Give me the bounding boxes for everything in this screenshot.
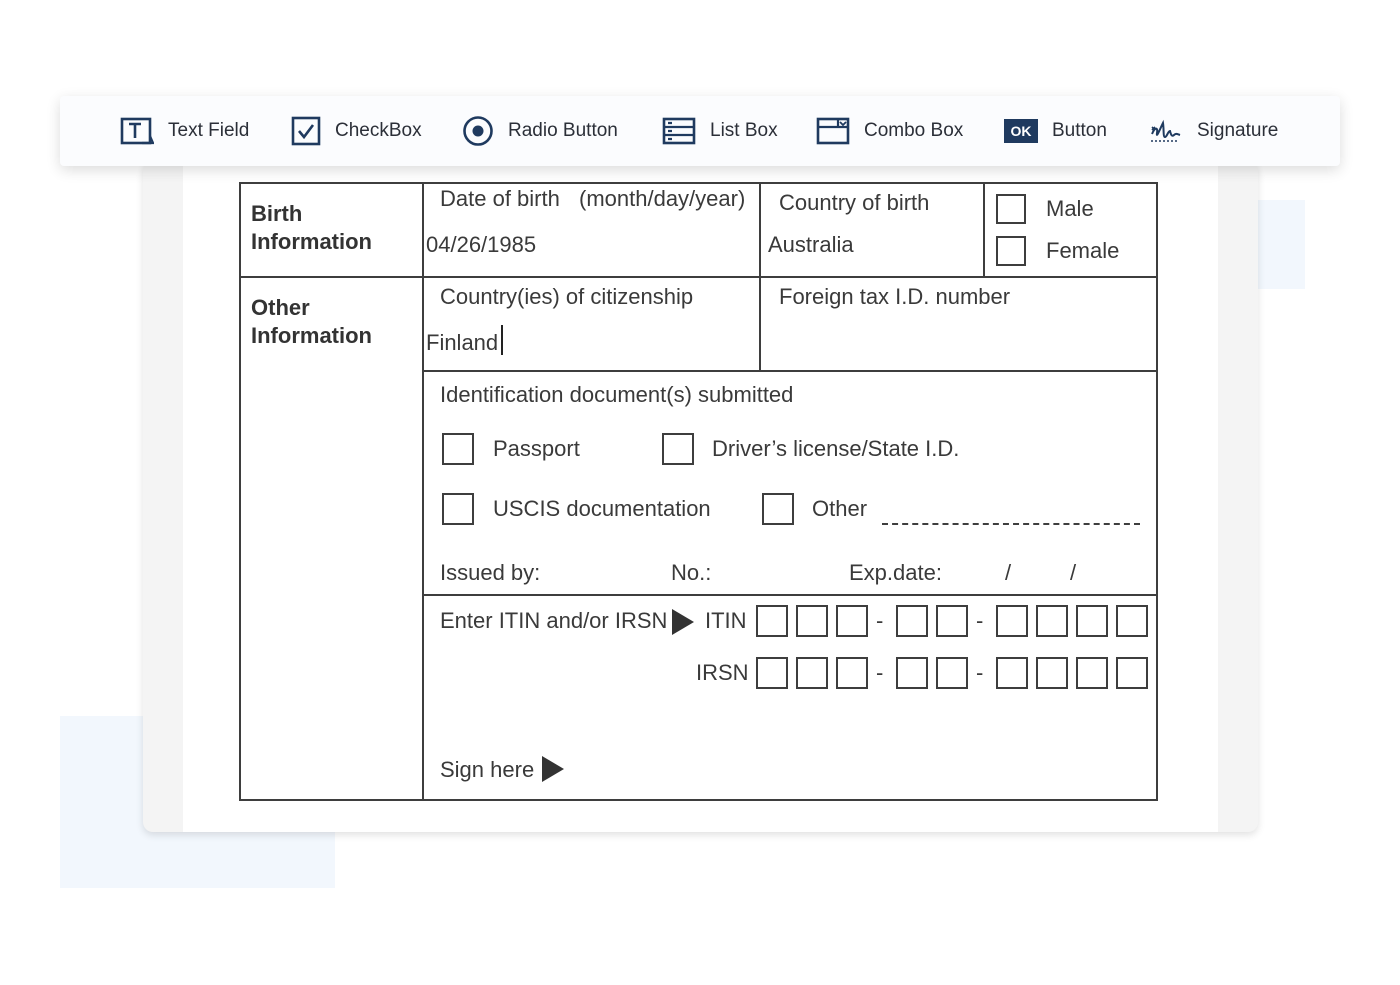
checkbox-icon <box>291 116 321 146</box>
other-doc-label: Other <box>812 496 868 521</box>
itin-digit[interactable] <box>1076 605 1108 637</box>
form-field-toolbar <box>60 96 1340 166</box>
other-doc-field[interactable] <box>882 523 1140 525</box>
digit-separator: - <box>976 660 984 685</box>
signature-icon <box>1149 117 1183 145</box>
itin-label: ITIN <box>705 608 747 633</box>
drivers-license-label: Driver’s license/State I.D. <box>712 436 960 461</box>
form-border-right <box>1156 182 1158 801</box>
foreign-tax-id-field[interactable] <box>768 330 1148 360</box>
tax-form <box>239 182 1158 801</box>
digit-separator: - <box>976 608 984 633</box>
signature-field[interactable] <box>569 742 1139 792</box>
date-of-birth-field[interactable]: 04/26/1985 <box>426 232 537 257</box>
irsn-digit[interactable] <box>1036 657 1068 689</box>
tool-list-box[interactable] <box>662 96 778 166</box>
cell-divider <box>983 182 985 277</box>
irsn-digit[interactable] <box>796 657 828 689</box>
cell-divider <box>759 182 761 372</box>
form-border-top <box>239 182 1158 184</box>
citizenship-label: Country(ies) of citizenship <box>440 284 694 309</box>
tool-text-field[interactable] <box>120 96 249 166</box>
background-decoration <box>1255 200 1305 289</box>
expiration-date-label: Exp.date: <box>849 560 942 585</box>
tool-checkbox[interactable] <box>291 96 422 166</box>
irsn-digit[interactable] <box>1076 657 1108 689</box>
digit-separator: - <box>876 660 884 685</box>
itin-digit[interactable] <box>756 605 788 637</box>
female-checkbox[interactable] <box>996 236 1026 266</box>
male-checkbox[interactable] <box>996 194 1026 224</box>
uscis-checkbox[interactable] <box>442 493 474 525</box>
female-label: Female <box>1046 238 1120 263</box>
date-separator: / <box>1005 560 1012 585</box>
tool-label: Button <box>1052 120 1107 141</box>
irsn-label: IRSN <box>696 660 749 685</box>
irsn-digit[interactable] <box>836 657 868 689</box>
label-column-divider <box>422 182 424 801</box>
itin-digit[interactable] <box>936 605 968 637</box>
irsn-digit[interactable] <box>1116 657 1148 689</box>
form-border-left <box>239 182 241 801</box>
document-number-label: No.: <box>671 560 712 585</box>
issued-by-label: Issued by: <box>440 560 541 585</box>
itin-digit[interactable] <box>796 605 828 637</box>
itin-digit[interactable] <box>836 605 868 637</box>
tool-combo-box[interactable] <box>816 96 963 166</box>
irsn-digit[interactable] <box>896 657 928 689</box>
id-documents-label: Identification document(s) submitted <box>440 382 794 407</box>
irsn-digit[interactable] <box>756 657 788 689</box>
country-of-birth-field[interactable]: Australia <box>768 232 854 257</box>
ok-button-icon <box>1004 119 1038 143</box>
drivers-license-checkbox[interactable] <box>662 433 694 465</box>
birth-information-label: Birth Information <box>251 201 372 254</box>
sign-here-label: Sign here <box>440 757 535 782</box>
tool-radio-button[interactable] <box>462 96 618 166</box>
arrow-right-icon <box>672 609 694 635</box>
text-cursor <box>501 325 503 355</box>
tool-label: Radio Button <box>508 120 618 141</box>
tool-label: Signature <box>1197 120 1279 141</box>
arrow-right-icon <box>542 756 564 782</box>
tool-label: Text Field <box>168 120 250 141</box>
tool-label: Combo Box <box>864 120 964 141</box>
date-separator: / <box>1070 560 1077 585</box>
digit-separator: - <box>876 608 884 633</box>
citizenship-field[interactable]: Finland <box>426 330 499 355</box>
tool-button[interactable] <box>1004 96 1107 166</box>
date-of-birth-label: Date of birth <box>440 186 560 211</box>
passport-checkbox[interactable] <box>442 433 474 465</box>
tool-label: List Box <box>710 120 778 141</box>
row-divider <box>423 594 1158 596</box>
foreign-tax-id-label: Foreign tax I.D. number <box>779 284 1011 309</box>
other-information-label: Other Information <box>251 295 372 348</box>
itin-digit[interactable] <box>1116 605 1148 637</box>
tool-label: CheckBox <box>335 120 422 141</box>
other-doc-checkbox[interactable] <box>762 493 794 525</box>
itin-digit[interactable] <box>1036 605 1068 637</box>
country-of-birth-label: Country of birth <box>779 190 930 215</box>
enter-itin-label: Enter ITIN and/or IRSN <box>440 608 668 633</box>
male-label: Male <box>1046 196 1094 221</box>
irsn-digit[interactable] <box>996 657 1028 689</box>
itin-digit[interactable] <box>996 605 1028 637</box>
text-field-icon <box>120 117 154 145</box>
form-border-bottom <box>239 799 1158 801</box>
combo-box-icon <box>816 117 850 145</box>
row-divider <box>423 370 1158 372</box>
list-box-icon <box>662 117 696 145</box>
tool-signature[interactable] <box>1149 96 1278 166</box>
uscis-label: USCIS documentation <box>493 496 711 521</box>
radio-button-icon <box>462 115 494 147</box>
passport-label: Passport <box>493 436 580 461</box>
row-divider <box>239 276 1158 278</box>
itin-digit[interactable] <box>896 605 928 637</box>
date-format-hint: (month/day/year) <box>579 186 746 211</box>
ok-icon-text: OK <box>1010 123 1032 139</box>
irsn-digit[interactable] <box>936 657 968 689</box>
